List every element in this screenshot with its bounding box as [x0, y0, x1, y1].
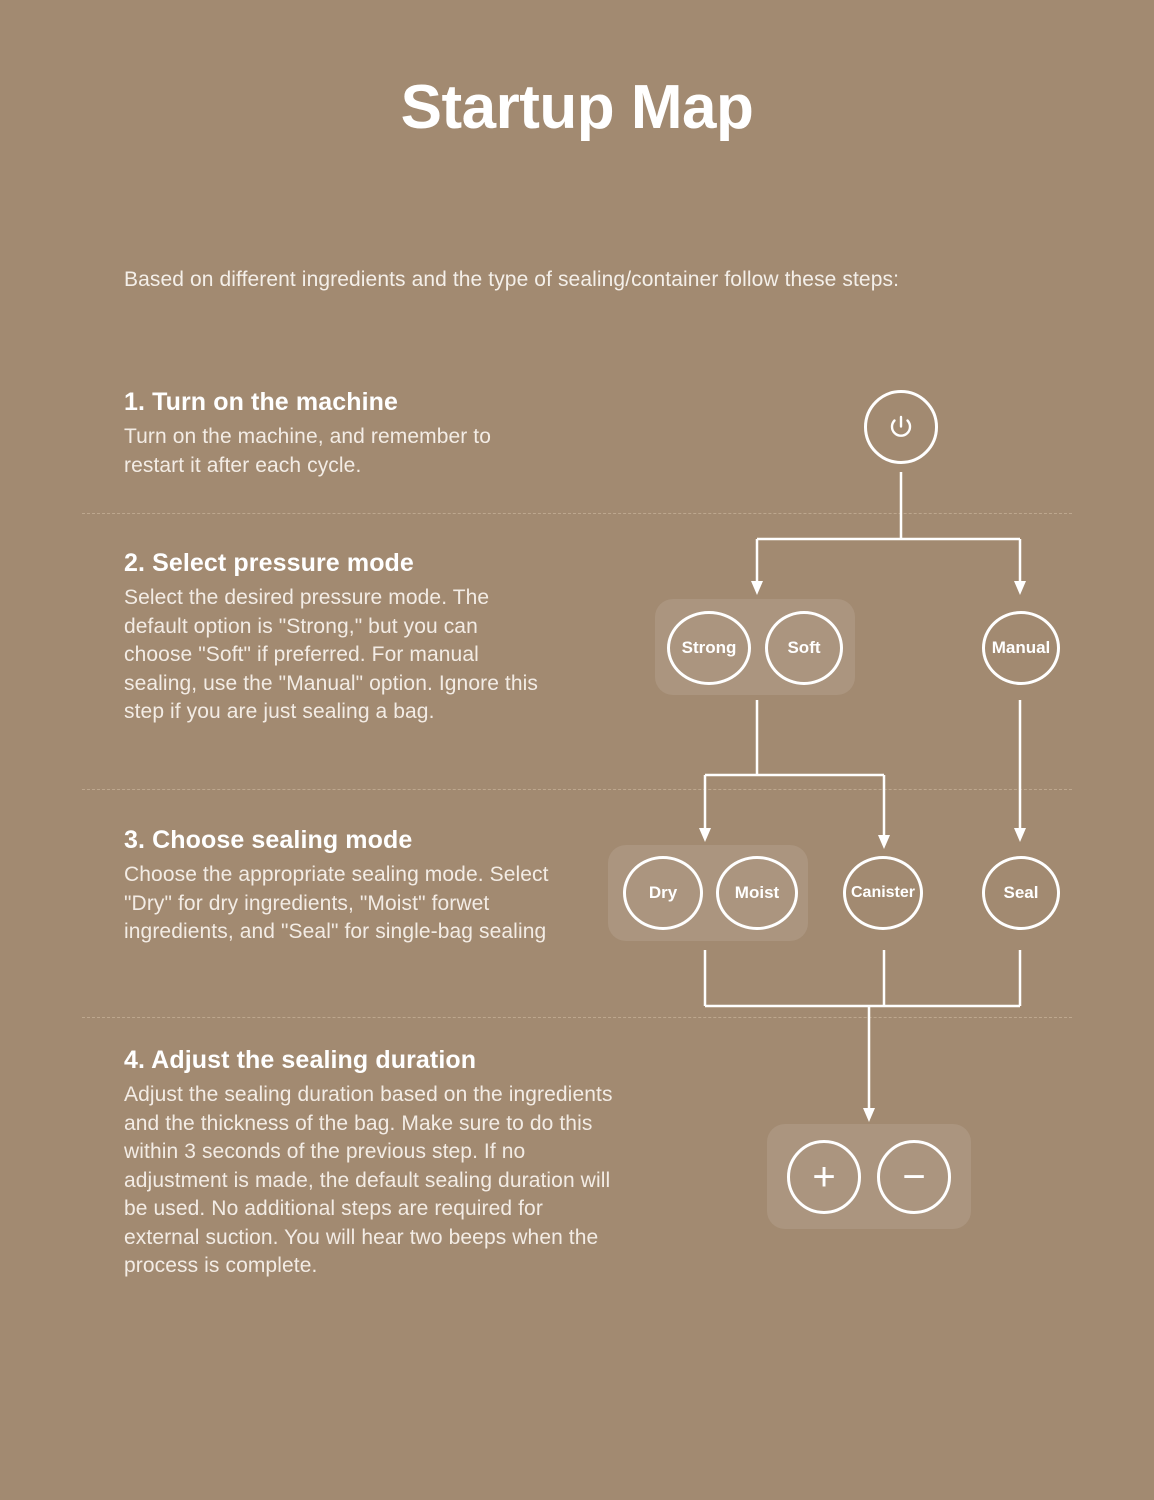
divider-3 [82, 1017, 1072, 1018]
step-4-body: Adjust the sealing duration based on the ingredients and the thickness of the bag. Make sure to do this within 3 seconds of the previous step. If no adjustment is made, the default sealing duration will be used. No additional steps are required for external suction. You will hear two beeps when the process is complete. [124, 1083, 613, 1277]
step-3-title: 3. Choose sealing mode [124, 826, 413, 854]
mode-manual-node[interactable]: Manual [982, 611, 1060, 685]
divider-2 [82, 789, 1072, 790]
power-button-node[interactable] [864, 390, 938, 464]
page-title: Startup Map [400, 73, 754, 142]
mode-dry-node[interactable]: Dry [623, 856, 703, 930]
step-1 [124, 388, 634, 480]
step-1-body: Turn on the machine, and remember to restart it after each cycle. [124, 425, 492, 477]
mode-canister-node[interactable]: Canister [843, 856, 923, 930]
power-icon [886, 412, 916, 442]
increase-duration-button[interactable]: + [787, 1140, 861, 1214]
step-2 [124, 549, 634, 727]
step-3-body: Choose the appropriate sealing mode. Select "Dry" for dry ingredients, "Moist" forwet ingredients, and "Seal" for single-bag sealing [124, 863, 549, 943]
step-2-body: Select the desired pressure mode. The default option is "Strong," but you can choose "Soft" if preferred. For manual sealing, use the "Manual" option. Ignore this step if you are just sealing a bag. [124, 586, 538, 723]
step-2-title: 2. Select pressure mode [124, 549, 414, 577]
mode-moist-node[interactable]: Moist [716, 856, 798, 930]
divider-1 [82, 513, 1072, 514]
mode-soft-node[interactable]: Soft [765, 611, 843, 685]
mode-strong-node[interactable]: Strong [667, 611, 751, 685]
intro-text: Based on different ingredients and the type of sealing/container follow these steps: [124, 268, 900, 291]
step-3 [124, 826, 634, 947]
step-4 [124, 1046, 634, 1281]
step-1-title: 1. Turn on the machine [124, 388, 398, 416]
step-4-title: 4. Adjust the sealing duration [124, 1046, 477, 1074]
mode-seal-node[interactable]: Seal [982, 856, 1060, 930]
decrease-duration-button[interactable]: − [877, 1140, 951, 1214]
